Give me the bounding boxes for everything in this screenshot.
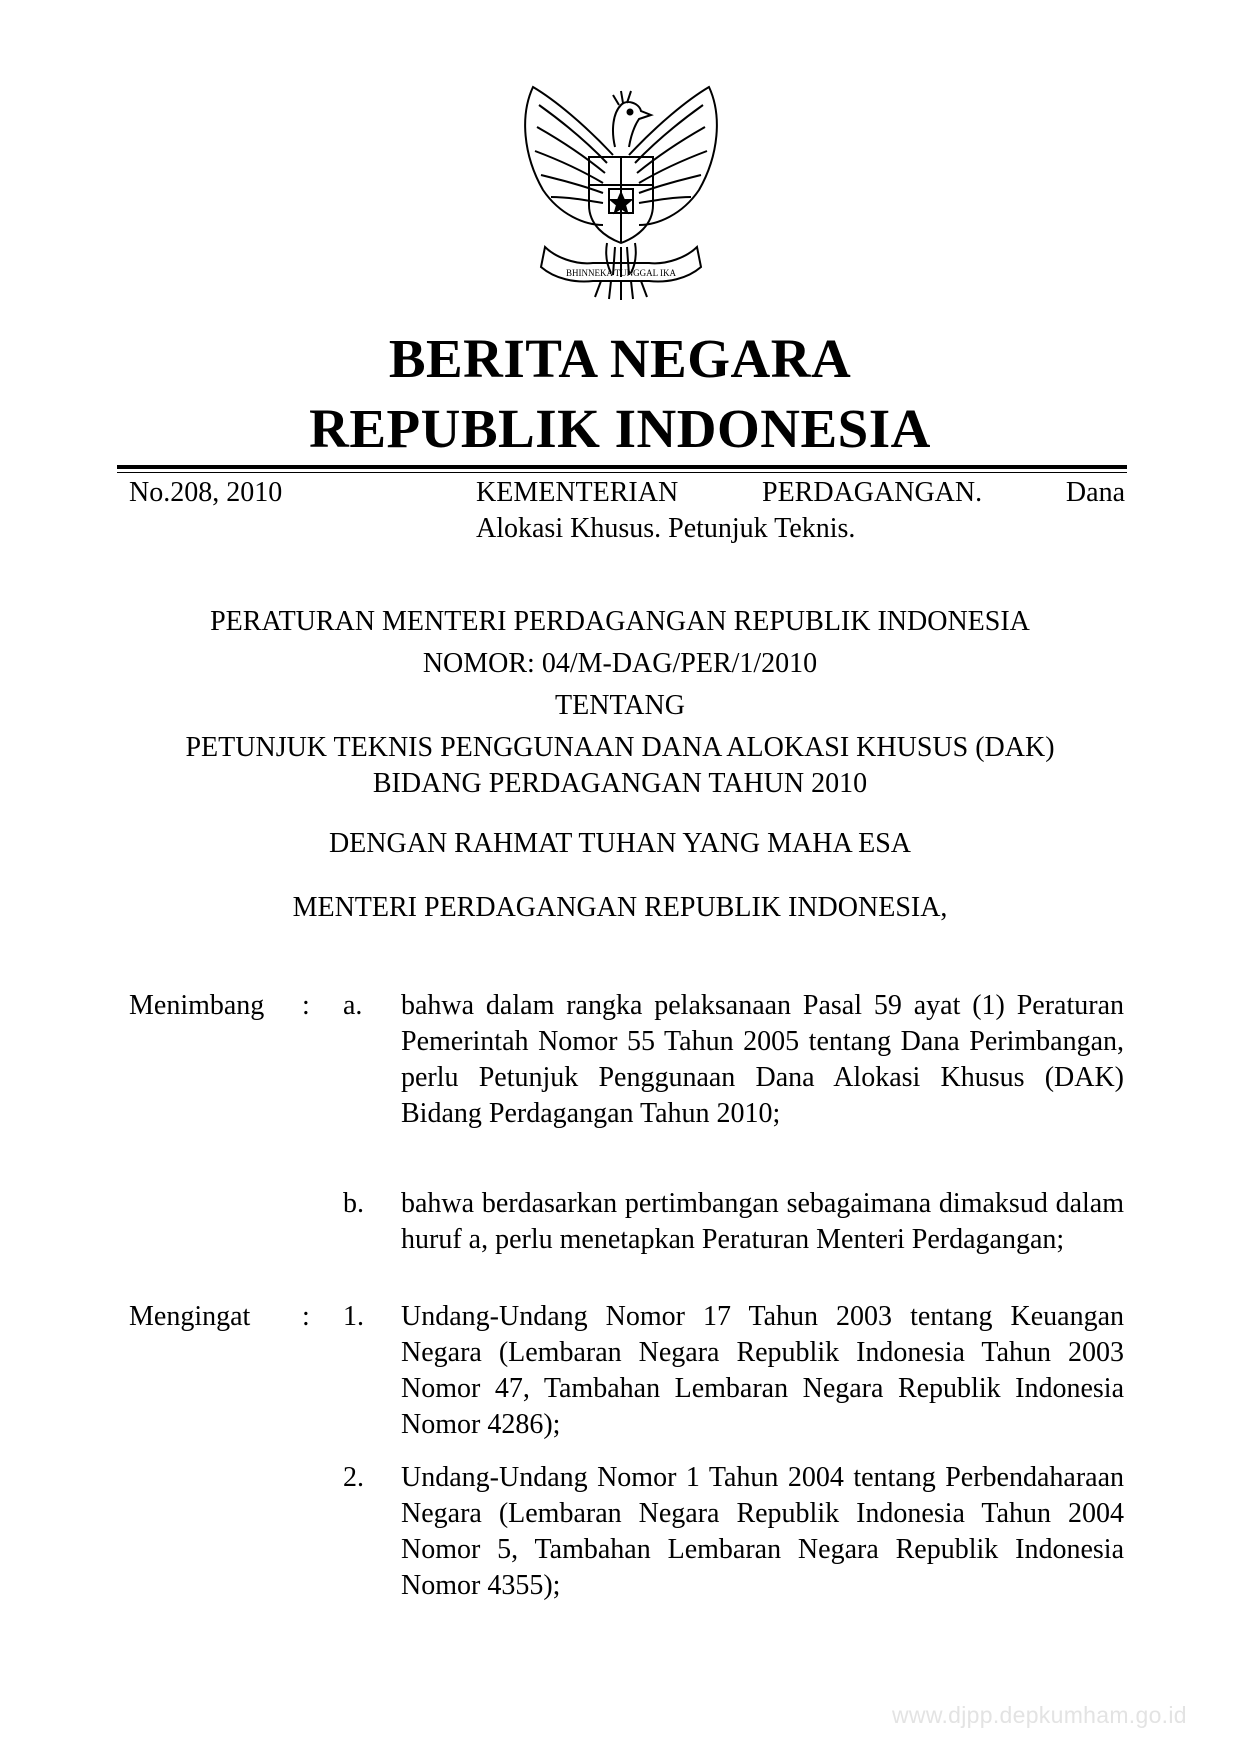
menimbang-item-a-marker: a. [343,990,363,1021]
issue-description-line1: KEMENTERIAN PERDAGANGAN. Dana [476,477,1125,508]
issuer: MENTERI PERDAGANGAN REPUBLIK INDONESIA, [292,892,948,923]
mengingat-label: Mengingat [129,1301,251,1332]
menimbang-item-b-text: bahwa berdasarkan pertimbangan sebagaimana dimaksud dalam huruf a, perlu menetapkan Peraturan Menteri Perdagangan; [401,1188,1124,1255]
regulation-number: NOMOR: 04/M-DAG/PER/1/2010 [422,648,818,679]
mengingat-item-2-marker: 2. [343,1462,364,1493]
masthead-divider-thin [117,472,1127,473]
regulation-subject-line2: BIDANG PERDAGANGAN TAHUN 2010 [372,768,868,799]
masthead-title-line2: REPUBLIK INDONESIA [309,398,931,459]
issue-description-line2: Alokasi Khusus. Petunjuk Teknis. [476,513,856,544]
menimbang-label: Menimbang [129,990,265,1021]
menimbang-item-a-text: bahwa dalam rangka pelaksanaan Pasal 59 ayat (1) Peraturan Pemerintah Nomor 55 Tahun 2005 tentang Dana Perimbangan, perlu Petunjuk Penggunaan Dana Alokasi Khusus (DAK) Bidang Perdagangan Tahun 2010; [401,990,1124,1129]
issue-number: No.208, 2010 [129,477,283,508]
mengingat-item-1-marker: 1. [343,1301,364,1332]
watermark-url: www.djpp.depkumham.go.id [892,1702,1187,1728]
menimbang-item-b-marker: b. [343,1188,364,1219]
masthead-title-line1: BERITA NEGARA [388,328,852,389]
regulation-subject-line1: PETUNJUK TEKNIS PENGGUNAAN DANA ALOKASI KHUSUS (DAK) [185,732,1055,763]
mengingat-colon: : [302,1301,310,1332]
mengingat-item-1-text: Undang-Undang Nomor 17 Tahun 2003 tentang Keuangan Negara (Lembaran Negara Republik Indonesia Tahun 2003 Nomor 47, Tambahan Lembaran Negara Republik Indonesia Nomor 4286); [401,1301,1124,1440]
emblem-motto: BHINNEKA TUNGGAL IKA [566,268,676,278]
regulation-tentang: TENTANG [555,690,685,721]
masthead-divider [117,465,1127,469]
regulation-title: PERATURAN MENTERI PERDAGANGAN REPUBLIK INDONESIA [210,606,1030,637]
garuda-emblem-icon [515,85,727,300]
menimbang-colon: : [302,990,310,1021]
mengingat-item-2-text: Undang-Undang Nomor 1 Tahun 2004 tentang Perbendaharaan Negara (Lembaran Negara Republik Indonesia Tahun 2004 Nomor 5, Tambahan Lembaran Negara Republik Indonesia Nomor 4355); [401,1462,1124,1601]
invocation: DENGAN RAHMAT TUHAN YANG MAHA ESA [328,828,912,859]
